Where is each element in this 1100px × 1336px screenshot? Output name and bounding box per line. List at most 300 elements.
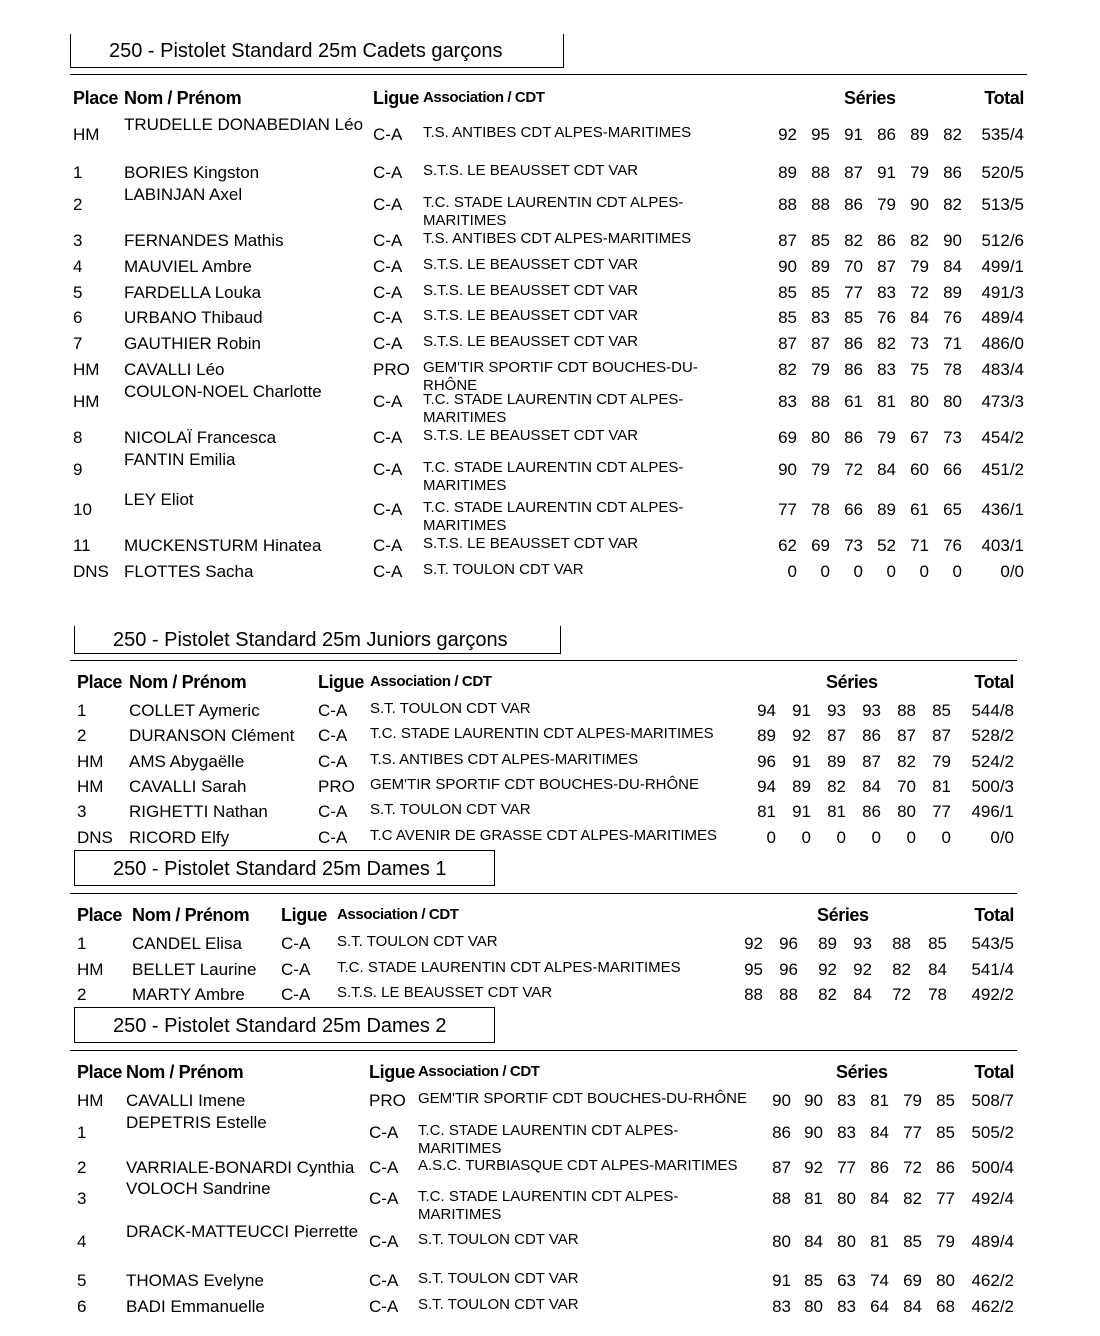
row-name: TRUDELLE DONABEDIAN Léo (124, 115, 364, 134)
row-name: AMS Abygaëlle (129, 752, 245, 771)
row-series-score: 83 (778, 392, 797, 411)
row-total: 508/7 (971, 1091, 1014, 1110)
row-series-score: 89 (757, 726, 776, 745)
row-place: 9 (73, 460, 83, 479)
row-ligue: C-A (373, 536, 403, 555)
row-place: 2 (77, 726, 87, 745)
row-association: S.T.S. LE BEAUSSET CDT VAR (423, 162, 639, 179)
row-association: S.T.S. LE BEAUSSET CDT VAR (423, 427, 639, 444)
row-series-score: 68 (936, 1297, 955, 1316)
row-ligue: C-A (373, 125, 403, 144)
row-series-score: 92 (804, 1158, 823, 1177)
row-name: DRACK-MATTEUCCI Pierrette (126, 1222, 359, 1241)
row-series-score: 80 (910, 392, 929, 411)
row-series-score: 72 (903, 1158, 922, 1177)
row-series-score: 85 (903, 1232, 922, 1251)
row-series-score: 79 (811, 360, 830, 379)
header-series: Séries (826, 672, 878, 692)
row-total: 489/4 (981, 308, 1024, 327)
row-series-score: 75 (910, 360, 929, 379)
row-series-score: 81 (827, 802, 846, 821)
row-association: S.T. TOULON CDT VAR (337, 933, 498, 950)
row-ligue: C-A (373, 392, 403, 411)
section-rule (70, 1050, 1017, 1051)
row-place: 3 (77, 802, 87, 821)
row-series-score: 84 (928, 960, 947, 979)
row-association: T.C. STADE LAURENTIN CDT ALPES-MARITIMES (423, 499, 684, 534)
row-series-score: 86 (772, 1123, 791, 1142)
row-name: VOLOCH Sandrine (126, 1179, 271, 1198)
row-series-score: 79 (910, 163, 929, 182)
row-series-score: 76 (943, 536, 962, 555)
row-series-score: 86 (936, 1158, 955, 1177)
row-association: S.T.S. LE BEAUSSET CDT VAR (337, 984, 553, 1001)
row-series-score: 84 (804, 1232, 823, 1251)
header-total: Total (974, 905, 1014, 925)
header-place: Place (73, 88, 119, 108)
row-series-score: 87 (862, 752, 881, 771)
row-series-score: 90 (910, 195, 929, 214)
header-name: Nom / Prénom (124, 88, 242, 108)
row-series-score: 89 (827, 752, 846, 771)
row-name: CANDEL Elisa (132, 934, 242, 953)
row-series-score: 82 (827, 777, 846, 796)
row-series-score: 80 (943, 392, 962, 411)
row-series-score: 82 (910, 231, 929, 250)
row-name: URBANO Thibaud (124, 308, 263, 327)
row-ligue: C-A (369, 1297, 399, 1316)
row-association: T.C. STADE LAURENTIN CDT ALPES-MARITIMES (418, 1188, 679, 1223)
row-series-score: 85 (936, 1123, 955, 1142)
row-total: 462/2 (971, 1271, 1014, 1290)
row-association: T.S. ANTIBES CDT ALPES-MARITIMES (423, 230, 692, 247)
row-series-score: 60 (910, 460, 929, 479)
row-ligue: C-A (373, 562, 403, 581)
row-series-score: 79 (877, 195, 896, 214)
row-series-score: 81 (870, 1232, 889, 1251)
row-association: S.T.S. LE BEAUSSET CDT VAR (423, 535, 639, 552)
header-series: Séries (817, 905, 869, 925)
row-ligue: PRO (373, 360, 410, 379)
row-place: 4 (77, 1232, 87, 1251)
row-series-score: 84 (943, 257, 962, 276)
row-ligue: C-A (373, 283, 403, 302)
row-series-score: 81 (932, 777, 951, 796)
row-place: 4 (73, 257, 83, 276)
row-association: S.T. TOULON CDT VAR (370, 700, 531, 717)
row-series-score: 88 (811, 163, 830, 182)
row-association: T.C. STADE LAURENTIN CDT ALPES-MARITIMES (423, 194, 684, 229)
row-series-score: 96 (779, 960, 798, 979)
row-series-score: 78 (811, 500, 830, 519)
row-place: DNS (73, 562, 109, 581)
row-association: T.S. ANTIBES CDT ALPES-MARITIMES (370, 751, 639, 768)
row-total: 0/0 (1000, 562, 1024, 581)
row-series-score: 66 (844, 500, 863, 519)
row-series-score: 92 (853, 960, 872, 979)
row-name: CAVALLI Sarah (129, 777, 247, 796)
row-ligue: C-A (373, 500, 403, 519)
row-series-score: 87 (897, 726, 916, 745)
row-name: RIGHETTI Nathan (129, 802, 268, 821)
row-total: 528/2 (971, 726, 1014, 745)
row-series-score: 0 (801, 828, 811, 847)
row-series-score: 84 (870, 1123, 889, 1142)
row-series-score: 77 (844, 283, 863, 302)
row-total: 500/3 (971, 777, 1014, 796)
row-series-score: 81 (757, 802, 776, 821)
row-series-score: 0 (787, 562, 797, 581)
row-association: T.C. STADE LAURENTIN CDT ALPES-MARITIMES (370, 725, 714, 742)
row-series-score: 79 (936, 1232, 955, 1251)
row-name: NICOLAÏ Francesca (124, 428, 277, 447)
row-series-score: 92 (744, 934, 763, 953)
row-series-score: 86 (862, 726, 881, 745)
row-series-score: 82 (897, 752, 916, 771)
row-series-score: 96 (779, 934, 798, 953)
row-association: S.T.S. LE BEAUSSET CDT VAR (423, 282, 639, 299)
section-rule (70, 660, 1017, 661)
row-series-score: 83 (877, 283, 896, 302)
row-total: 535/4 (981, 125, 1024, 144)
row-series-score: 79 (903, 1091, 922, 1110)
row-series-score: 78 (928, 985, 947, 1004)
header-place: Place (77, 1062, 123, 1082)
row-series-score: 69 (903, 1271, 922, 1290)
row-series-score: 82 (818, 985, 837, 1004)
row-place: 3 (77, 1189, 87, 1208)
row-place: HM (77, 1091, 104, 1110)
row-series-score: 86 (844, 360, 863, 379)
header-ligue: Ligue (373, 88, 419, 108)
row-series-score: 84 (877, 460, 896, 479)
row-place: 7 (73, 334, 83, 353)
row-series-score: 84 (903, 1297, 922, 1316)
row-total: 489/4 (971, 1232, 1014, 1251)
header-total: Total (974, 1062, 1014, 1082)
row-ligue: C-A (281, 985, 311, 1004)
row-series-score: 86 (870, 1158, 889, 1177)
row-series-score: 70 (897, 777, 916, 796)
row-series-score: 84 (862, 777, 881, 796)
row-name: FLOTTES Sacha (124, 562, 254, 581)
row-series-score: 0 (871, 828, 881, 847)
row-series-score: 95 (744, 960, 763, 979)
row-place: HM (73, 360, 100, 379)
row-series-score: 83 (811, 308, 830, 327)
row-place: DNS (77, 828, 113, 847)
row-series-score: 64 (870, 1297, 889, 1316)
row-name: DEPETRIS Estelle (126, 1113, 267, 1132)
row-ligue: C-A (373, 257, 403, 276)
row-series-score: 87 (778, 231, 797, 250)
row-series-score: 80 (811, 428, 830, 447)
row-name: VARRIALE-BONARDI Cynthia (126, 1158, 355, 1177)
row-name: CAVALLI Léo (124, 360, 225, 379)
header-place: Place (77, 672, 123, 692)
row-series-score: 86 (844, 334, 863, 353)
row-total: 473/3 (981, 392, 1024, 411)
row-series-score: 87 (811, 334, 830, 353)
row-ligue: C-A (373, 334, 403, 353)
row-association: S.T. TOULON CDT VAR (423, 561, 584, 578)
header-association: Association / CDT (370, 673, 492, 690)
row-series-score: 92 (778, 125, 797, 144)
row-series-score: 72 (844, 460, 863, 479)
row-series-score: 85 (811, 283, 830, 302)
row-series-score: 85 (811, 231, 830, 250)
row-total: 454/2 (981, 428, 1024, 447)
row-association: A.S.C. TURBIASQUE CDT ALPES-MARITIMES (418, 1157, 738, 1174)
row-series-score: 76 (877, 308, 896, 327)
row-total: 544/8 (971, 701, 1014, 720)
row-series-score: 83 (837, 1297, 856, 1316)
row-series-score: 85 (932, 701, 951, 720)
row-series-score: 91 (792, 802, 811, 821)
row-place: HM (77, 777, 104, 796)
row-series-score: 87 (844, 163, 863, 182)
row-ligue: C-A (318, 802, 348, 821)
row-ligue: C-A (373, 231, 403, 250)
row-series-score: 94 (757, 701, 776, 720)
row-association: S.T. TOULON CDT VAR (418, 1296, 579, 1313)
row-association: S.T. TOULON CDT VAR (418, 1231, 579, 1248)
row-series-score: 87 (932, 726, 951, 745)
row-total: 451/2 (981, 460, 1024, 479)
row-name: FARDELLA Louka (124, 283, 262, 302)
row-ligue: C-A (369, 1189, 399, 1208)
row-association: S.T.S. LE BEAUSSET CDT VAR (423, 307, 639, 324)
row-series-score: 85 (936, 1091, 955, 1110)
row-total: 436/1 (981, 500, 1024, 519)
row-name: BADI Emmanuelle (126, 1297, 265, 1316)
row-series-score: 81 (877, 392, 896, 411)
row-total: 492/2 (971, 985, 1014, 1004)
row-series-score: 83 (837, 1091, 856, 1110)
row-series-score: 91 (792, 752, 811, 771)
row-series-score: 88 (811, 195, 830, 214)
row-series-score: 83 (877, 360, 896, 379)
row-series-score: 86 (877, 231, 896, 250)
row-place: 1 (77, 701, 87, 720)
row-series-score: 87 (772, 1158, 791, 1177)
row-series-score: 89 (877, 500, 896, 519)
header-association: Association / CDT (337, 906, 459, 923)
row-ligue: C-A (373, 195, 403, 214)
row-series-score: 83 (837, 1123, 856, 1142)
row-association: T.C. STADE LAURENTIN CDT ALPES-MARITIMES (423, 459, 684, 494)
row-place: 11 (73, 536, 91, 555)
row-series-score: 81 (870, 1091, 889, 1110)
row-series-score: 88 (892, 934, 911, 953)
row-ligue: C-A (369, 1158, 399, 1177)
row-total: 403/1 (981, 536, 1024, 555)
row-association: T.C. STADE LAURENTIN CDT ALPES-MARITIMES (423, 391, 684, 426)
row-series-score: 85 (844, 308, 863, 327)
row-association: T.C. STADE LAURENTIN CDT ALPES-MARITIMES (337, 959, 681, 976)
header-ligue: Ligue (281, 905, 327, 925)
row-series-score: 88 (811, 392, 830, 411)
row-series-score: 61 (910, 500, 929, 519)
row-name: DURANSON Clément (129, 726, 295, 745)
row-series-score: 77 (778, 500, 797, 519)
row-name: MARTY Ambre (132, 985, 245, 1004)
row-ligue: C-A (373, 308, 403, 327)
row-association: T.C. STADE LAURENTIN CDT ALPES-MARITIMES (418, 1122, 679, 1157)
row-series-score: 82 (844, 231, 863, 250)
row-ligue: C-A (318, 752, 348, 771)
row-series-score: 89 (818, 934, 837, 953)
row-ligue: C-A (373, 428, 403, 447)
row-association: S.T.S. LE BEAUSSET CDT VAR (423, 256, 639, 273)
row-series-score: 94 (757, 777, 776, 796)
row-series-score: 71 (943, 334, 962, 353)
row-series-score: 89 (943, 283, 962, 302)
row-name: BELLET Laurine (132, 960, 257, 979)
row-series-score: 85 (804, 1271, 823, 1290)
row-total: 520/5 (981, 163, 1024, 182)
row-series-score: 69 (778, 428, 797, 447)
row-series-score: 87 (827, 726, 846, 745)
row-series-score: 73 (910, 334, 929, 353)
row-series-score: 0 (906, 828, 916, 847)
row-series-score: 86 (844, 428, 863, 447)
row-series-score: 72 (910, 283, 929, 302)
row-ligue: C-A (281, 934, 311, 953)
row-place: 6 (77, 1297, 87, 1316)
row-series-score: 79 (910, 257, 929, 276)
row-ligue: C-A (369, 1123, 399, 1142)
row-series-score: 89 (792, 777, 811, 796)
row-series-score: 70 (844, 257, 863, 276)
section-title: 250 - Pistolet Standard 25m Dames 2 (74, 1007, 495, 1043)
row-association: S.T. TOULON CDT VAR (370, 801, 531, 818)
row-association: T.C AVENIR DE GRASSE CDT ALPES-MARITIMES (370, 827, 718, 844)
row-association: GEM'TIR SPORTIF CDT BOUCHES-DU-RHÔNE (423, 359, 698, 394)
row-place: HM (73, 125, 100, 144)
row-series-score: 80 (837, 1189, 856, 1208)
row-place: HM (73, 392, 100, 411)
row-ligue: C-A (369, 1232, 399, 1251)
header-name: Nom / Prénom (132, 905, 250, 925)
row-series-score: 77 (903, 1123, 922, 1142)
row-series-score: 80 (804, 1297, 823, 1316)
row-total: 462/2 (971, 1297, 1014, 1316)
row-series-score: 90 (772, 1091, 791, 1110)
row-ligue: C-A (373, 163, 403, 182)
row-association: T.S. ANTIBES CDT ALPES-MARITIMES (423, 124, 692, 141)
row-series-score: 86 (943, 163, 962, 182)
row-series-score: 91 (772, 1271, 791, 1290)
row-ligue: PRO (318, 777, 355, 796)
row-series-score: 89 (910, 125, 929, 144)
row-series-score: 87 (877, 257, 896, 276)
row-name: COLLET Aymeric (129, 701, 260, 720)
row-ligue: C-A (281, 960, 311, 979)
row-total: 499/1 (981, 257, 1024, 276)
row-series-score: 80 (897, 802, 916, 821)
row-place: 1 (77, 1123, 87, 1142)
row-series-score: 66 (943, 460, 962, 479)
row-series-score: 72 (892, 985, 911, 1004)
row-series-score: 79 (811, 460, 830, 479)
row-series-score: 74 (870, 1271, 889, 1290)
section-rule (70, 893, 1017, 894)
row-series-score: 88 (779, 985, 798, 1004)
row-series-score: 88 (744, 985, 763, 1004)
row-series-score: 91 (877, 163, 896, 182)
header-name: Nom / Prénom (129, 672, 247, 692)
row-series-score: 89 (778, 163, 797, 182)
row-name: FERNANDES Mathis (124, 231, 284, 250)
row-series-score: 86 (862, 802, 881, 821)
row-place: 2 (73, 195, 83, 214)
row-total: 543/5 (971, 934, 1014, 953)
row-series-score: 90 (804, 1123, 823, 1142)
row-place: 1 (73, 163, 83, 182)
row-total: 491/3 (981, 283, 1024, 302)
row-name: COULON-NOEL Charlotte (124, 382, 322, 401)
row-total: 541/4 (971, 960, 1014, 979)
row-series-score: 71 (910, 536, 929, 555)
row-association: S.T. TOULON CDT VAR (418, 1270, 579, 1287)
header-association: Association / CDT (423, 89, 545, 106)
row-series-score: 80 (936, 1271, 955, 1290)
row-total: 513/5 (981, 195, 1024, 214)
row-ligue: C-A (318, 828, 348, 847)
header-place: Place (77, 905, 123, 925)
row-series-score: 77 (837, 1158, 856, 1177)
row-series-score: 91 (844, 125, 863, 144)
row-series-score: 83 (772, 1297, 791, 1316)
row-total: 492/4 (971, 1189, 1014, 1208)
row-series-score: 65 (943, 500, 962, 519)
row-total: 524/2 (971, 752, 1014, 771)
row-name: CAVALLI Imene (126, 1091, 246, 1110)
row-series-score: 88 (772, 1189, 791, 1208)
row-series-score: 82 (778, 360, 797, 379)
row-name: GAUTHIER Robin (124, 334, 261, 353)
row-total: 512/6 (981, 231, 1024, 250)
header-association: Association / CDT (418, 1063, 540, 1080)
row-series-score: 0 (919, 562, 929, 581)
row-series-score: 88 (897, 701, 916, 720)
row-place: 6 (73, 308, 83, 327)
section-title: 250 - Pistolet Standard 25m Juniors garçons (74, 626, 561, 654)
row-series-score: 0 (853, 562, 863, 581)
row-series-score: 89 (811, 257, 830, 276)
row-place: 3 (73, 231, 83, 250)
row-series-score: 84 (910, 308, 929, 327)
row-series-score: 0 (952, 562, 962, 581)
header-ligue: Ligue (369, 1062, 415, 1082)
row-place: 5 (73, 283, 83, 302)
row-series-score: 85 (928, 934, 947, 953)
row-series-score: 85 (778, 283, 797, 302)
row-ligue: PRO (369, 1091, 406, 1110)
row-series-score: 82 (877, 334, 896, 353)
row-series-score: 79 (932, 752, 951, 771)
header-name: Nom / Prénom (126, 1062, 244, 1082)
row-series-score: 80 (772, 1232, 791, 1251)
row-name: FANTIN Emilia (124, 450, 236, 469)
row-name: RICORD Elfy (129, 828, 230, 847)
row-name: MUCKENSTURM Hinatea (124, 536, 322, 555)
row-total: 0/0 (990, 828, 1014, 847)
header-series: Séries (844, 88, 896, 108)
row-series-score: 90 (804, 1091, 823, 1110)
row-ligue: C-A (318, 726, 348, 745)
